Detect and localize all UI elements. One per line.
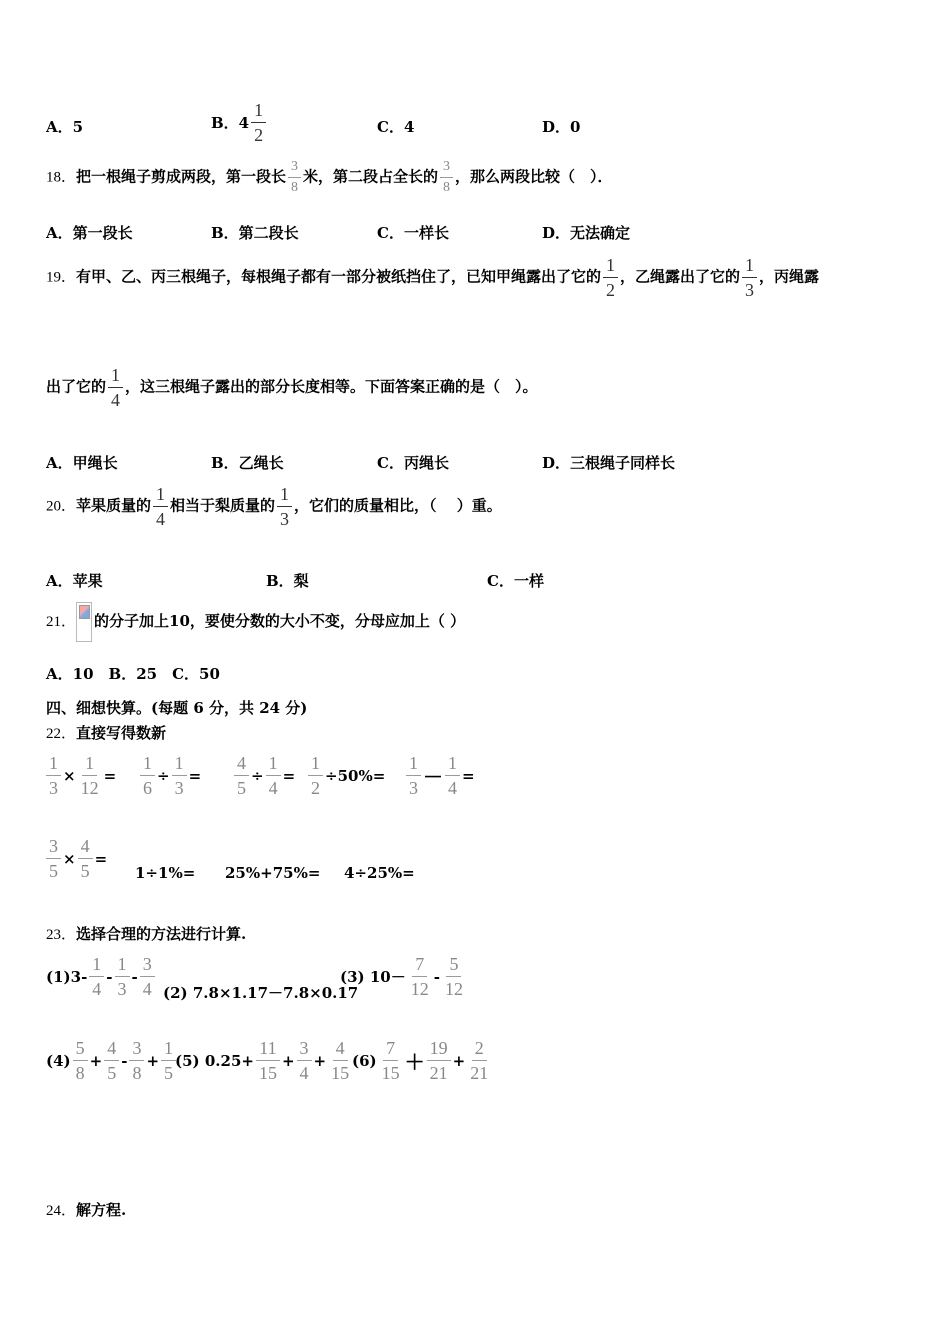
fraction: $\frac{1}{3}$ — [46, 754, 61, 797]
q17-option-b[interactable]: B．4 1 2 — [211, 101, 268, 144]
q18-option-a[interactable]: A．第一段长 — [46, 224, 133, 242]
fraction: $\frac{11}{15}$ — [256, 1039, 280, 1082]
fraction: $\frac{1}{3}$ — [742, 256, 757, 299]
q22-expr-6: $\frac{3}{5}$ × $\frac{4}{5}$ = — [44, 837, 107, 880]
fraction: $\frac{3}{8}$ — [440, 160, 453, 195]
fraction: $\frac{1}{2}$ — [308, 754, 323, 797]
fraction: $\frac{1}{3}$ — [115, 955, 130, 998]
q20-question: 20．苹果质量的 $\frac{1}{4}$ 相当于梨质量的 $\frac{1}{3}$ ，它们的质量相比，（ ）重。 — [46, 484, 502, 529]
fraction: $\frac{19}{21}$ — [427, 1039, 451, 1082]
fraction: $\frac{3}{8}$ — [129, 1039, 144, 1082]
q23-expr-3: (3) 10－ $\frac{7}{12}$ - $\frac{5}{12}$ — [340, 955, 468, 998]
q19-option-d[interactable]: D．三根绳子同样长 — [542, 454, 676, 472]
fraction: $\frac{1}{5}$ — [161, 1039, 176, 1082]
fraction: $\frac{5}{8}$ — [73, 1039, 88, 1082]
q18-option-c[interactable]: C．一样长 — [377, 224, 449, 242]
q21-options[interactable]: A．10 B．25 C．50 — [46, 665, 220, 683]
fraction: $\frac{4}{5}$ — [104, 1039, 119, 1082]
q17-option-c[interactable]: C．4 — [377, 118, 415, 136]
q22-expr-8: 25%+75%= — [225, 864, 321, 882]
q23-expr-4: (4) $\frac{5}{8}$ + $\frac{4}{5}$ - $\frac{3}{8}$ + $\frac{1}{5}$ — [46, 1039, 178, 1082]
q22-expr-2: $\frac{1}{6}$ ÷ $\frac{1}{3}$ = — [138, 754, 201, 797]
q22-expr-4: $\frac{1}{2}$ ÷50%= — [306, 754, 385, 797]
fraction: $\frac{1}{2}$ — [603, 256, 618, 299]
broken-image-icon — [76, 602, 92, 642]
q17-option-a[interactable]: A．5 — [46, 118, 84, 136]
q22-title: 22．直接写得数新 — [46, 724, 167, 742]
fraction: $\frac{4}{5}$ — [78, 837, 93, 880]
fraction: $\frac{3}{5}$ — [46, 837, 61, 880]
fraction: $\frac{3}{4}$ — [140, 955, 155, 998]
fraction: $\frac{1}{3}$ — [406, 754, 421, 797]
fraction: $\frac{7}{15}$ — [381, 1038, 400, 1083]
q22-expr-9: 4÷25%= — [344, 864, 415, 882]
q19-question-line2: 出了它的 $\frac{1}{4}$ ，这三根绳子露出的部分长度相等。下面答案正确的是（ ）。 — [46, 365, 538, 410]
q18-option-b[interactable]: B．第二段长 — [211, 224, 299, 242]
q17-option-d[interactable]: D．0 — [542, 118, 581, 136]
q22-expr-5: $\frac{1}{3}$ － $\frac{1}{4}$ = — [404, 754, 475, 797]
q22-expr-3: $\frac{4}{5}$ ÷ $\frac{1}{4}$ = — [232, 754, 295, 797]
fraction: $\frac{1}{4}$ — [266, 754, 281, 797]
fraction: $\frac{1}{3}$ — [277, 485, 292, 528]
q23-expr-6: (6) $\frac{7}{15}$ ＋ $\frac{19}{21}$ + $\frac{2}{21}$ — [352, 1039, 493, 1082]
fraction: $\frac{1}{12}$ — [80, 753, 99, 798]
fraction: $\frac{1}{4}$ — [153, 485, 168, 528]
q23-title: 23．选择合理的方法进行计算. — [46, 925, 247, 943]
q24-title: 24．解方程. — [46, 1201, 127, 1219]
q19-option-c[interactable]: C．丙绳长 — [377, 454, 449, 472]
fraction: $\frac{3}{4}$ — [297, 1039, 312, 1082]
fraction: $\frac{1}{3}$ — [172, 754, 187, 797]
q19-option-b[interactable]: B．乙绳长 — [211, 454, 284, 472]
q20-option-a[interactable]: A．苹果 — [46, 572, 103, 590]
q19-option-a[interactable]: A．甲绳长 — [46, 454, 118, 472]
fraction: 1 2 — [251, 101, 266, 144]
q22-expr-1: $\frac{1}{3}$ × $\frac{1}{12}$ = — [44, 754, 116, 797]
fraction: $\frac{4}{5}$ — [234, 754, 249, 797]
q23-expr-5: (5) 0.25+ $\frac{11}{15}$ + $\frac{3}{4}$ + $\frac{4}{15}$ — [175, 1039, 354, 1082]
q22-expr-7: 1÷1%= — [135, 864, 196, 882]
q18-option-d[interactable]: D．无法确定 — [542, 224, 631, 242]
fraction: $\frac{1}{6}$ — [140, 754, 155, 797]
q20-option-c[interactable]: C．一样 — [487, 572, 544, 590]
fraction: $\frac{2}{21}$ — [470, 1038, 489, 1083]
q18-question: 18．把一根绳子剪成两段，第一段长 $\frac{3}{8}$ 米，第二段占全长的 $\frac{3}{8}$ ，那么两段比较（ ）． — [46, 159, 613, 195]
q23-expr-1: (1)3- $\frac{1}{4}$ - $\frac{1}{3}$ - $\frac{3}{4}$ — [46, 955, 157, 998]
fraction: $\frac{1}{4}$ — [445, 754, 460, 797]
fraction: $\frac{4}{15}$ — [331, 1038, 350, 1083]
fraction: $\frac{5}{12}$ — [444, 954, 463, 999]
section-title: 四、细想快算。(每题 6 分，共 24 分) — [46, 699, 308, 717]
q19-question-line1: 19．有甲、乙、丙三根绳子，每根绳子都有一部分被纸挡住了，已知甲绳露出了它的 $\frac{1}{2}$ ，乙绳露出了它的 $\frac{1}{3}$ ，丙绳露 — [46, 255, 820, 300]
fraction: $\frac{1}{4}$ — [89, 955, 104, 998]
fraction: $\frac{7}{12}$ — [410, 954, 429, 999]
q21-question: 21． 的分子加上10，要使分数的大小不变，分母应加上（ ） — [46, 602, 465, 642]
q20-option-b[interactable]: B．梨 — [266, 572, 309, 590]
q23-expr-2: (2) 7.8×1.17－7.8×0.17 — [163, 984, 359, 1002]
fraction: $\frac{3}{8}$ — [288, 160, 301, 195]
fraction: $\frac{1}{4}$ — [108, 366, 123, 409]
